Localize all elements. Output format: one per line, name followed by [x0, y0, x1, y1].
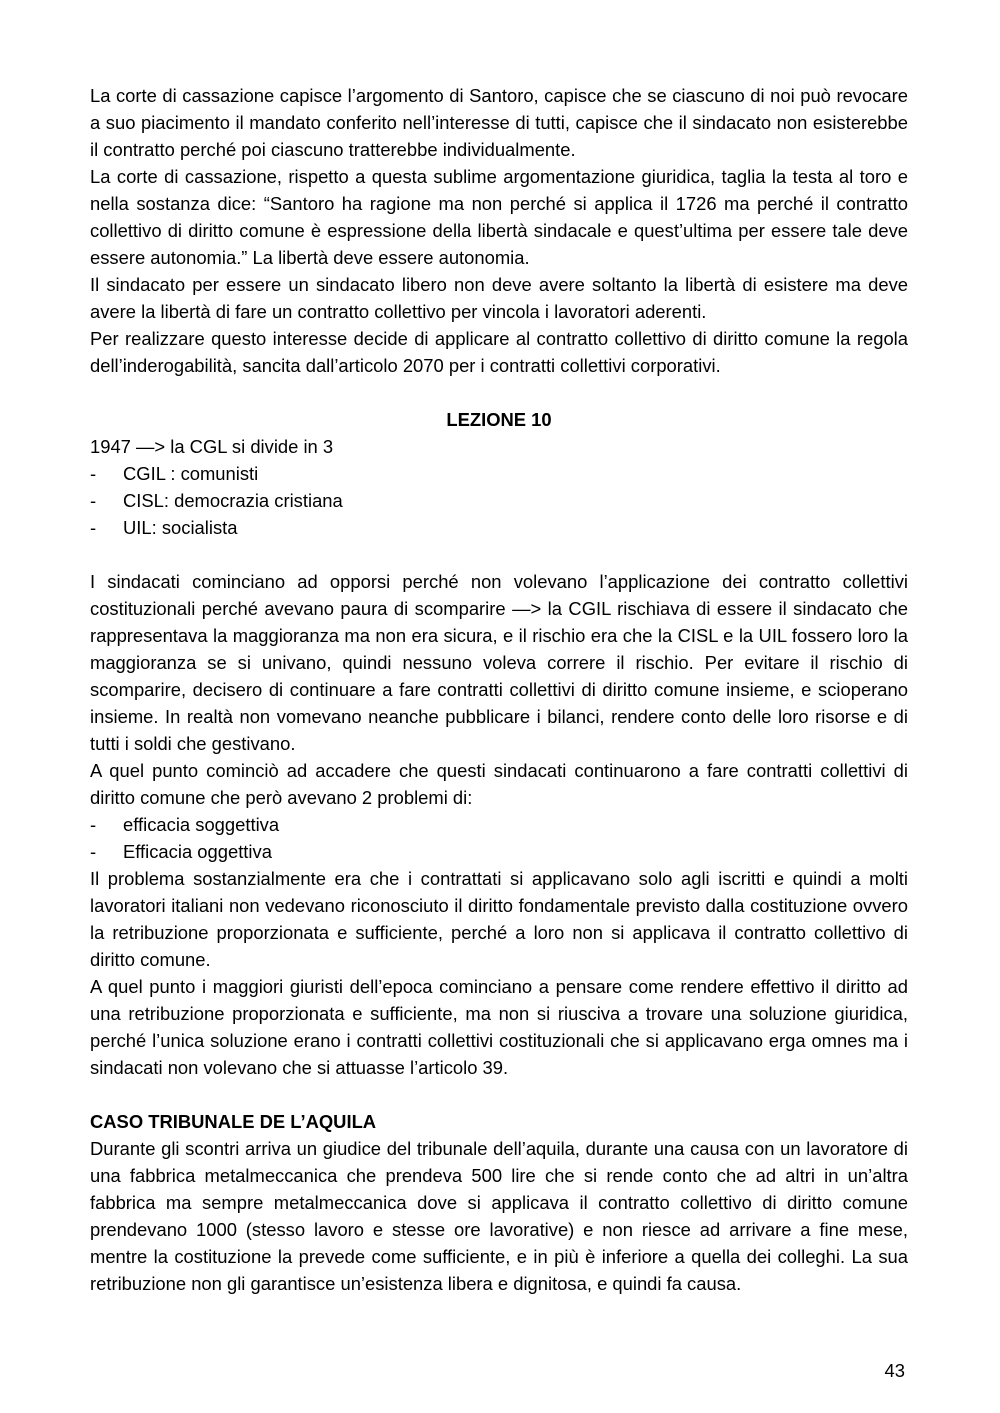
page-number: 43: [884, 1360, 905, 1381]
paragraph-cassazione-autonomia: La corte di cassazione, rispetto a questa sublime argomentazione giuridica, taglia la testa al toro e nella sostanza dice: “Santoro ha ragione ma non perché si applica il 1726 ma perché il contratto collettivo di diritto comune è espressione della libertà sindacale e quest’ultima per essere tale deve essere autonomia.” La libertà deve essere autonomia.: [90, 166, 908, 268]
lesson-heading: LEZIONE 10: [446, 409, 552, 430]
paragraph-caso-aquila: Durante gli scontri arriva un giudice del tribunale dell’aquila, durante una causa con un lavoratore di una fabbrica metalmeccanica che prendeva 500 lire che si rende conto che ad altri in un’altra fabbrica ma sempre metalmeccanica dove si applicava il contratto collettivo di diritto comune prendevano 1000 (stesso lavoro e stesse ore lavorative) e non riesce ad arrivare a fine mese, mentre la costituzione la prevede come sufficiente, e in più è inferiore a quella dei colleghi. La sua retribuzione non gli garantisce un’esistenza libera e dignitosa, e quindi fa causa.: [90, 1138, 908, 1294]
union-cisl: CISL: democrazia cristiana: [123, 490, 343, 511]
spacer: [90, 1081, 908, 1108]
union-uil: UIL: socialista: [123, 517, 238, 538]
spacer: [90, 541, 908, 568]
unions-list: [90, 460, 908, 541]
dash-mark: -: [90, 841, 97, 862]
dash-mark: -: [90, 517, 97, 538]
paragraph-sindacato-libero: Il sindacato per essere un sindacato libero non deve avere soltanto la libertà di esistere ma deve avere la libertà di fare un contratto collettivo per vincola i lavoratori aderenti.: [90, 274, 908, 322]
spacer: [90, 379, 908, 406]
list-item: [90, 811, 908, 838]
paragraph-problema-iscritti: Il problema sostanzialmente era che i contrattati si applicavano solo agli iscritti e quindi a molti lavoratori italiani non vedevano riconosciuto il diritto fondamentale previsto dalla costituzione ovvero la retribuzione proporzionata e sufficiente, perché a loro non si applicava il contratto collettivo di diritto comune.: [90, 868, 908, 970]
list-item: [90, 460, 908, 487]
problems-list: [90, 811, 908, 865]
document-page: [90, 82, 908, 1297]
paragraph-due-problemi: A quel punto cominciò ad accadere che questi sindacati continuarono a fare contratti collettivi di diritto comune che però avevano 2 problemi di:: [90, 760, 908, 808]
list-item: [90, 487, 908, 514]
split-intro: 1947 —> la CGL si divide in 3: [90, 436, 334, 457]
list-item: [90, 838, 908, 865]
union-cgil: CGIL : comunisti: [123, 463, 259, 484]
dash-mark: -: [90, 463, 97, 484]
dash-mark: -: [90, 490, 97, 511]
case-heading: CASO TRIBUNALE DE L’AQUILA: [90, 1111, 377, 1132]
paragraph-inderogabilita: Per realizzare questo interesse decide di applicare al contratto collettivo di diritto comune la regola dell’inderogabilità, sancita dall’articolo 2070 per i contratti collettivi corporativi.: [90, 328, 908, 376]
paragraph-giuristi: A quel punto i maggiori giuristi dell’epoca cominciano a pensare come rendere effettivo il diritto ad una retribuzione proporzionata e sufficiente, ma non si riusciva a trovare una soluzione giuridica, perché l’unica soluzione erano i contratti collettivi costituzionali che si applicavano erga omnes ma i sindacati non volevano che si attuasse l’articolo 39.: [90, 976, 908, 1078]
dash-mark: -: [90, 814, 97, 835]
paragraph-sindacati-opposizione: I sindacati cominciano ad opporsi perché non volevano l’applicazione dei contratto collettivi costituzionali perché avevano paura di scomparire —> la CGIL rischiava di essere il sindacato che rappresentava la maggioranza ma non era sicura, e il rischio era che la CISL e la UIL fossero loro la maggioranza se si univano, quindi nessuno voleva correre il rischio. Per evitare il rischio di scomparire, decisero di continuare a fare contratti collettivi di diritto comune insieme, e scioperano insieme. In realtà non vomevano neanche pubblicare i bilanci, rendere conto delle loro risorse e di tutti i soldi che gestivano.: [90, 571, 908, 754]
list-item: [90, 514, 908, 541]
problem-oggettiva: Efficacia oggettiva: [123, 841, 272, 862]
paragraph-cassazione-santoro: La corte di cassazione capisce l’argomento di Santoro, capisce che se ciascuno di noi può revocare a suo piacimento il mandato conferito nell’interesse di tutti, capisce che il sindacato non esisterebbe il contratto perché poi ciascuno tratterebbe individualmente.: [90, 85, 908, 160]
problem-soggettiva: efficacia soggettiva: [123, 814, 280, 835]
